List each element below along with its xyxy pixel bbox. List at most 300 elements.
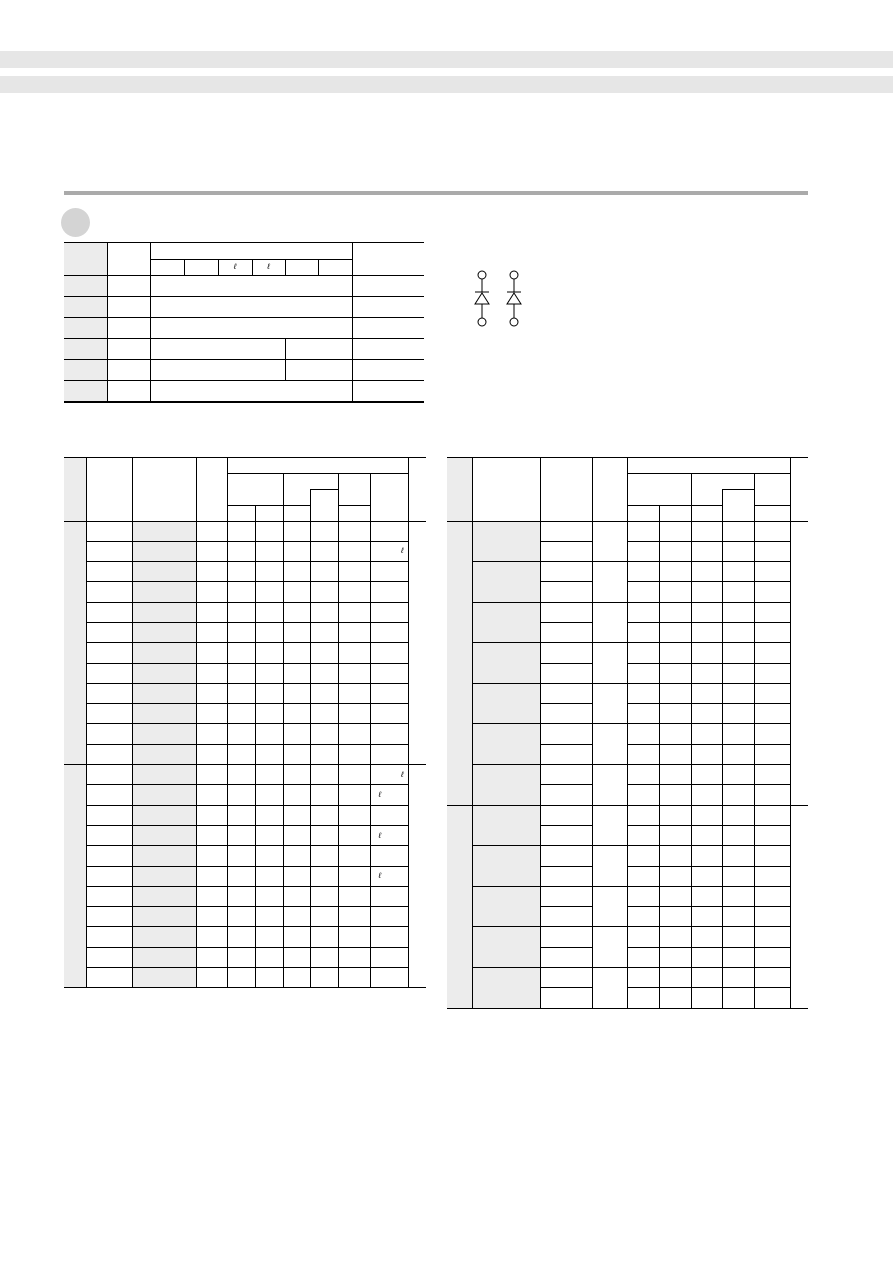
ratings-value-cell bbox=[150, 276, 352, 297]
cond-cell bbox=[592, 724, 627, 765]
cell bbox=[255, 602, 283, 622]
left-header-cell bbox=[338, 474, 370, 506]
cell bbox=[370, 724, 408, 744]
cell bbox=[659, 988, 691, 1008]
cell bbox=[627, 602, 659, 622]
ratings-symbol-cell bbox=[64, 276, 107, 297]
cell bbox=[370, 968, 408, 988]
cell bbox=[540, 602, 592, 622]
cell bbox=[540, 663, 592, 683]
cell bbox=[255, 846, 283, 866]
cond-cell bbox=[592, 927, 627, 968]
cell bbox=[283, 704, 310, 724]
param-cell bbox=[472, 521, 540, 562]
param-cell bbox=[472, 846, 540, 887]
cell bbox=[540, 805, 592, 825]
ratings-value-cell bbox=[150, 360, 285, 381]
ratings-header-cell bbox=[107, 243, 150, 276]
cell bbox=[196, 744, 227, 764]
ratings-subheader-cell bbox=[218, 259, 252, 276]
param-cell bbox=[472, 562, 540, 603]
cell bbox=[196, 663, 227, 683]
cell bbox=[310, 521, 338, 541]
cell bbox=[132, 562, 196, 582]
cell bbox=[370, 643, 408, 663]
left-header-cell bbox=[283, 505, 310, 521]
ratings-unit-cell bbox=[352, 339, 424, 360]
cell bbox=[722, 805, 754, 825]
cell bbox=[227, 825, 255, 845]
cond-cell bbox=[592, 886, 627, 927]
cell bbox=[627, 825, 659, 845]
cell bbox=[227, 683, 255, 703]
cell bbox=[659, 866, 691, 886]
cond-cell bbox=[592, 846, 627, 887]
cell bbox=[540, 785, 592, 805]
right-header-cell bbox=[691, 474, 754, 490]
cell bbox=[691, 622, 722, 642]
cell bbox=[255, 886, 283, 906]
cell bbox=[659, 643, 691, 663]
cell bbox=[132, 521, 196, 541]
cell bbox=[255, 825, 283, 845]
cell bbox=[227, 886, 255, 906]
cell bbox=[627, 521, 659, 541]
cell bbox=[754, 541, 790, 561]
cell bbox=[659, 562, 691, 582]
right-header-group-cell bbox=[627, 458, 790, 474]
cell bbox=[227, 724, 255, 744]
cell bbox=[627, 886, 659, 906]
table-row bbox=[64, 765, 426, 785]
cell bbox=[691, 663, 722, 683]
cell bbox=[283, 947, 310, 967]
table-row bbox=[447, 846, 808, 866]
cell bbox=[310, 765, 338, 785]
cell bbox=[691, 866, 722, 886]
cell bbox=[310, 907, 338, 927]
cell bbox=[691, 562, 722, 582]
table-row bbox=[447, 602, 808, 622]
cell bbox=[754, 988, 790, 1008]
cell bbox=[722, 886, 754, 906]
cell bbox=[310, 825, 338, 845]
left-header-group-cell bbox=[227, 458, 408, 474]
right-spec-table bbox=[447, 457, 808, 1009]
tick-mark: ℓ bbox=[233, 262, 237, 272]
group-unit-cell bbox=[790, 805, 808, 1008]
group-unit-cell bbox=[408, 521, 426, 765]
cell bbox=[691, 785, 722, 805]
cell bbox=[540, 541, 592, 561]
cell bbox=[338, 968, 370, 988]
cell bbox=[338, 541, 370, 561]
left-header-row bbox=[64, 458, 426, 474]
cell bbox=[540, 582, 592, 602]
cell bbox=[227, 704, 255, 724]
cell bbox=[132, 825, 196, 845]
cell bbox=[227, 541, 255, 561]
ratings-value-cell bbox=[150, 318, 352, 339]
cell bbox=[283, 582, 310, 602]
left-header-cell bbox=[132, 458, 196, 522]
cell bbox=[691, 683, 722, 703]
cell bbox=[659, 521, 691, 541]
cell bbox=[255, 968, 283, 988]
cell bbox=[540, 886, 592, 906]
cell bbox=[627, 785, 659, 805]
cell bbox=[283, 602, 310, 622]
cell bbox=[540, 846, 592, 866]
cell bbox=[196, 724, 227, 744]
cell bbox=[754, 825, 790, 845]
cell bbox=[370, 927, 408, 947]
cell bbox=[86, 663, 132, 683]
right-header-cell bbox=[754, 474, 790, 506]
cell bbox=[370, 947, 408, 967]
left-header-cell bbox=[86, 458, 132, 522]
cell bbox=[540, 643, 592, 663]
cell bbox=[659, 947, 691, 967]
table-row bbox=[64, 886, 426, 906]
cell bbox=[255, 866, 283, 886]
cell bbox=[659, 744, 691, 764]
cell bbox=[754, 886, 790, 906]
cell bbox=[370, 765, 408, 785]
cell bbox=[227, 663, 255, 683]
cell bbox=[255, 765, 283, 785]
param-cell bbox=[472, 643, 540, 684]
tick-mark: ℓ bbox=[400, 546, 404, 556]
cell bbox=[196, 562, 227, 582]
cell bbox=[196, 704, 227, 724]
left-header-cell bbox=[370, 474, 408, 522]
cell bbox=[283, 866, 310, 886]
cell bbox=[255, 947, 283, 967]
cell bbox=[255, 744, 283, 764]
cell bbox=[132, 622, 196, 642]
cell bbox=[255, 683, 283, 703]
cell bbox=[338, 602, 370, 622]
right-header-cell bbox=[472, 458, 540, 522]
cell bbox=[227, 805, 255, 825]
table-row bbox=[64, 724, 426, 744]
cell bbox=[754, 805, 790, 825]
cell bbox=[86, 643, 132, 663]
cell bbox=[691, 927, 722, 947]
cell bbox=[722, 562, 754, 582]
cell bbox=[132, 683, 196, 703]
table-row bbox=[64, 968, 426, 988]
cell bbox=[540, 683, 592, 703]
cell bbox=[691, 968, 722, 988]
cell bbox=[370, 825, 408, 845]
cell bbox=[227, 907, 255, 927]
cell bbox=[338, 907, 370, 927]
ratings-symbol-cell bbox=[64, 339, 107, 360]
cell bbox=[722, 663, 754, 683]
cell bbox=[540, 825, 592, 845]
left-header-cell bbox=[310, 490, 338, 522]
cell bbox=[691, 541, 722, 561]
table-row bbox=[64, 744, 426, 764]
cell bbox=[722, 744, 754, 764]
cell bbox=[255, 541, 283, 561]
left-header-cell bbox=[227, 505, 255, 521]
cell bbox=[283, 622, 310, 642]
cell bbox=[196, 643, 227, 663]
cell bbox=[370, 683, 408, 703]
cell bbox=[86, 562, 132, 582]
cell bbox=[722, 541, 754, 561]
ratings-cell bbox=[107, 360, 150, 381]
table-row bbox=[64, 846, 426, 866]
cell bbox=[283, 805, 310, 825]
cond-cell bbox=[592, 562, 627, 603]
cell bbox=[540, 947, 592, 967]
cell bbox=[310, 582, 338, 602]
cell bbox=[227, 521, 255, 541]
cell bbox=[659, 886, 691, 906]
cell bbox=[540, 704, 592, 724]
cell bbox=[255, 521, 283, 541]
cell bbox=[86, 541, 132, 561]
table-row bbox=[64, 622, 426, 642]
cell bbox=[86, 846, 132, 866]
cell bbox=[754, 744, 790, 764]
cell bbox=[370, 562, 408, 582]
ratings-symbol-cell bbox=[64, 381, 107, 403]
ratings-header-row bbox=[64, 243, 424, 260]
ratings-cell bbox=[107, 297, 150, 318]
right-header-cell bbox=[592, 458, 627, 522]
right-header-cell bbox=[540, 458, 592, 522]
cell bbox=[370, 785, 408, 805]
param-cell bbox=[472, 724, 540, 765]
right-header-cell bbox=[790, 458, 808, 522]
cell bbox=[86, 683, 132, 703]
cell bbox=[722, 521, 754, 541]
cell bbox=[754, 521, 790, 541]
cell bbox=[627, 622, 659, 642]
cell bbox=[310, 622, 338, 642]
ratings-header-cell bbox=[64, 243, 107, 276]
cell bbox=[627, 907, 659, 927]
cell bbox=[310, 683, 338, 703]
cell bbox=[338, 947, 370, 967]
table-row bbox=[447, 927, 808, 947]
ratings-value-cell bbox=[285, 339, 352, 360]
cell bbox=[722, 947, 754, 967]
cell bbox=[627, 562, 659, 582]
left-header-cell bbox=[255, 505, 283, 521]
table-row bbox=[447, 683, 808, 703]
ratings-row bbox=[64, 381, 424, 403]
cell bbox=[255, 927, 283, 947]
cell bbox=[722, 602, 754, 622]
cond-cell bbox=[592, 521, 627, 562]
cell bbox=[255, 622, 283, 642]
right-header-cell bbox=[659, 505, 691, 521]
cell bbox=[310, 805, 338, 825]
cell bbox=[86, 947, 132, 967]
cell bbox=[722, 968, 754, 988]
ratings-symbol-cell bbox=[64, 318, 107, 339]
cell bbox=[627, 988, 659, 1008]
cell bbox=[540, 562, 592, 582]
cell bbox=[132, 602, 196, 622]
cell bbox=[659, 907, 691, 927]
cell bbox=[370, 704, 408, 724]
cell bbox=[227, 562, 255, 582]
cell bbox=[283, 927, 310, 947]
cond-cell bbox=[592, 683, 627, 724]
cell bbox=[283, 562, 310, 582]
cell bbox=[227, 968, 255, 988]
table-row bbox=[447, 643, 808, 663]
left-header-cell bbox=[283, 474, 338, 490]
cell bbox=[338, 785, 370, 805]
cell bbox=[659, 541, 691, 561]
cell bbox=[283, 663, 310, 683]
cell bbox=[659, 683, 691, 703]
cell bbox=[754, 602, 790, 622]
cell bbox=[659, 785, 691, 805]
cell bbox=[370, 582, 408, 602]
param-cell bbox=[472, 602, 540, 643]
cell bbox=[310, 785, 338, 805]
cell bbox=[86, 785, 132, 805]
cell bbox=[196, 846, 227, 866]
cell bbox=[691, 602, 722, 622]
table-row bbox=[447, 521, 808, 541]
cell bbox=[754, 907, 790, 927]
ratings-value-cell bbox=[150, 339, 285, 360]
cond-cell bbox=[592, 968, 627, 1009]
table-row bbox=[64, 947, 426, 967]
right-header-cell bbox=[754, 505, 790, 521]
param-cell bbox=[472, 968, 540, 1009]
group-unit-cell bbox=[408, 765, 426, 988]
cell bbox=[540, 744, 592, 764]
cell bbox=[659, 724, 691, 744]
table-row bbox=[64, 907, 426, 927]
cell bbox=[691, 744, 722, 764]
cell bbox=[691, 724, 722, 744]
cell bbox=[255, 643, 283, 663]
cell bbox=[627, 866, 659, 886]
table-row bbox=[447, 886, 808, 906]
cell bbox=[310, 541, 338, 561]
ratings-symbol-cell bbox=[64, 360, 107, 381]
cell bbox=[370, 866, 408, 886]
table-row bbox=[64, 541, 426, 561]
cell bbox=[86, 968, 132, 988]
left-header-cell bbox=[408, 458, 426, 522]
cell bbox=[132, 541, 196, 561]
cell bbox=[659, 825, 691, 845]
ratings-cell bbox=[107, 276, 150, 297]
cell bbox=[196, 927, 227, 947]
cell bbox=[283, 683, 310, 703]
cell bbox=[659, 602, 691, 622]
ratings-table bbox=[64, 242, 424, 403]
cell bbox=[691, 805, 722, 825]
table-row bbox=[447, 765, 808, 785]
header-band-top bbox=[0, 51, 893, 68]
cond-cell bbox=[592, 805, 627, 846]
cell bbox=[370, 602, 408, 622]
cell bbox=[255, 663, 283, 683]
left-header-cell bbox=[338, 505, 370, 521]
cell bbox=[754, 683, 790, 703]
cell bbox=[659, 927, 691, 947]
cell bbox=[370, 541, 408, 561]
cell bbox=[86, 765, 132, 785]
cell bbox=[283, 541, 310, 561]
cell bbox=[659, 968, 691, 988]
table-row bbox=[64, 683, 426, 703]
ratings-subheader-cell bbox=[285, 259, 318, 276]
cell bbox=[722, 643, 754, 663]
cell bbox=[310, 927, 338, 947]
ratings-cell bbox=[107, 318, 150, 339]
cell bbox=[86, 602, 132, 622]
cell bbox=[86, 825, 132, 845]
cell bbox=[86, 927, 132, 947]
cell bbox=[132, 866, 196, 886]
ratings-value-cell bbox=[150, 381, 352, 403]
cell bbox=[283, 521, 310, 541]
ratings-subheader-cell bbox=[318, 259, 352, 276]
cell bbox=[283, 643, 310, 663]
cell bbox=[722, 907, 754, 927]
cell bbox=[196, 765, 227, 785]
cell bbox=[754, 562, 790, 582]
cell bbox=[283, 765, 310, 785]
cell bbox=[132, 704, 196, 724]
cell bbox=[691, 907, 722, 927]
ratings-unit-cell bbox=[352, 360, 424, 381]
cell bbox=[227, 846, 255, 866]
cell bbox=[754, 947, 790, 967]
cell bbox=[540, 521, 592, 541]
cell bbox=[310, 602, 338, 622]
cell bbox=[691, 988, 722, 1008]
ratings-subheader-cell bbox=[150, 259, 184, 276]
cell bbox=[370, 886, 408, 906]
cell bbox=[255, 582, 283, 602]
table-row bbox=[447, 805, 808, 825]
cell bbox=[310, 744, 338, 764]
cell bbox=[722, 825, 754, 845]
cell bbox=[132, 886, 196, 906]
cell bbox=[255, 805, 283, 825]
cell bbox=[132, 724, 196, 744]
tick-mark: ℓ bbox=[378, 830, 382, 840]
ratings-subheader-cell bbox=[252, 259, 285, 276]
cell bbox=[722, 704, 754, 724]
tick-mark: ℓ bbox=[378, 790, 382, 799]
cell bbox=[627, 582, 659, 602]
cell bbox=[227, 947, 255, 967]
cell bbox=[338, 724, 370, 744]
param-cell bbox=[472, 886, 540, 927]
cell bbox=[691, 886, 722, 906]
cell bbox=[196, 805, 227, 825]
ratings-header-group-cell bbox=[150, 243, 352, 260]
ratings-symbol-cell bbox=[64, 297, 107, 318]
